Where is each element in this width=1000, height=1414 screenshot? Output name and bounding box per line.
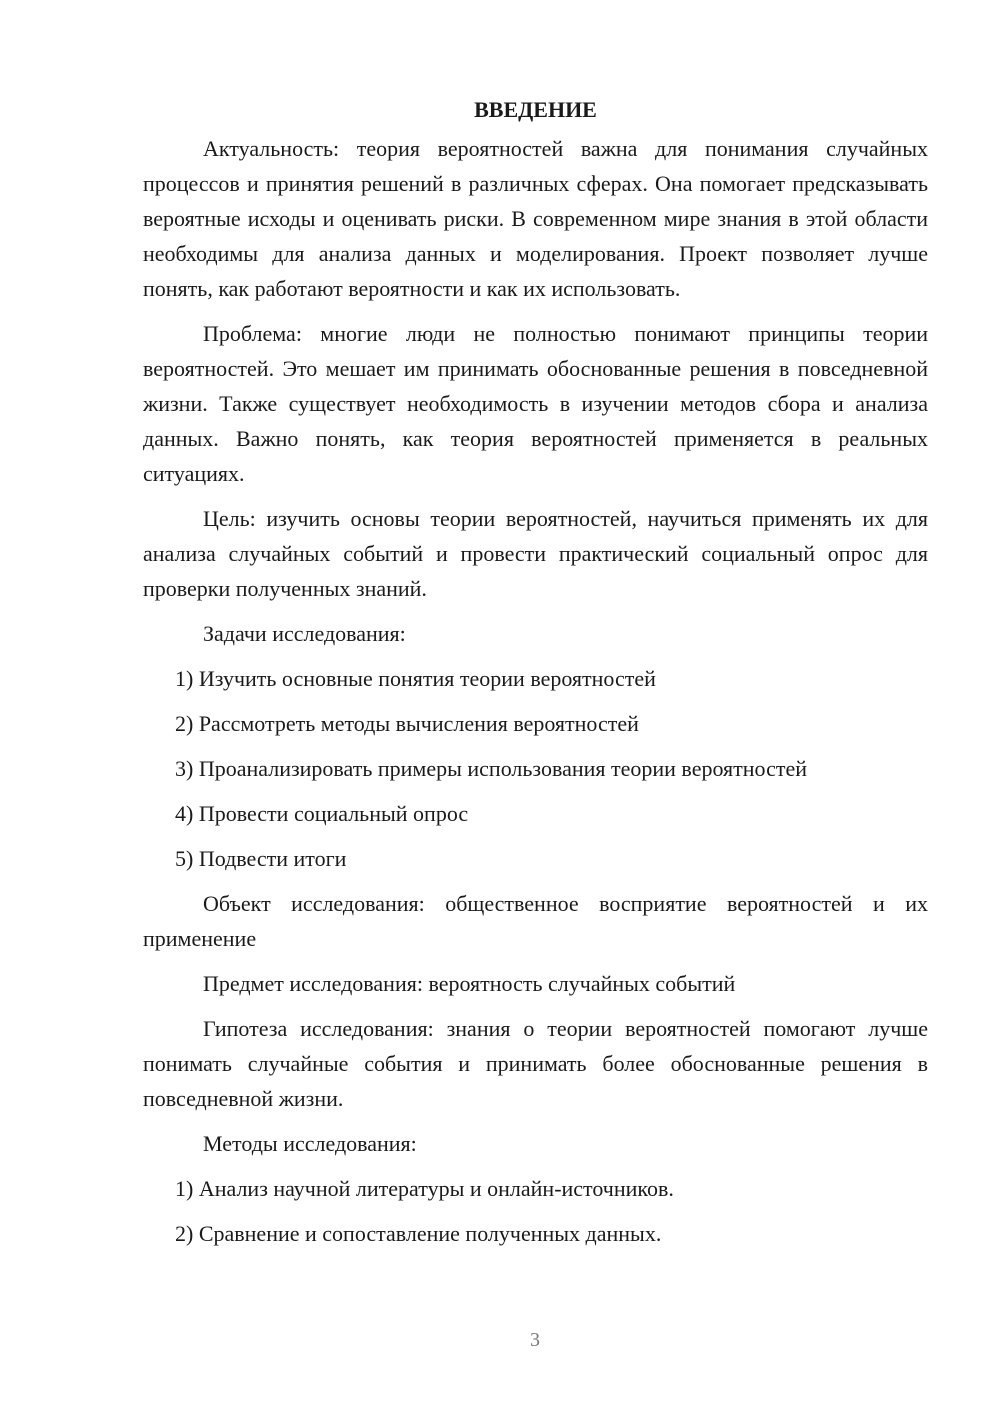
task-item: 4) Провести социальный опрос (175, 801, 469, 826)
relevance-paragraph: Актуальность: теория вероятностей важна для понимания случайных процессов и принятия решений в различных сферах. Она помогает предсказывать вероятные исходы и оценивать риски. В современном мире знания в этой области необходимы для анализа данных и моделирования. Проект позволяет лучше понять, как работают вероятности и как их использовать. (143, 136, 928, 301)
tasks-heading: Задачи исследования: (203, 621, 406, 646)
method-item: 1) Анализ научной литературы и онлайн-источников. (175, 1176, 674, 1201)
problem-paragraph: Проблема: многие люди не полностью понимают принципы теории вероятностей. Это мешает им принимать обоснованные решения в повседневной жизни. Также существует необходимость в изучении методов сбора и анализа данных. Важно понять, как теория вероятностей применяется в реальных ситуациях. (143, 321, 928, 486)
hypothesis-paragraph: Гипотеза исследования: знания о теории вероятностей помогают лучше понимать случайные события и принимать более обоснованные решения в повседневной жизни. (143, 1016, 928, 1111)
methods-heading: Методы исследования: (203, 1131, 417, 1156)
page-title: ВВЕДЕНИЕ (474, 97, 597, 122)
task-item: 2) Рассмотреть методы вычисления вероятностей (175, 711, 639, 736)
task-item: 5) Подвести итоги (175, 846, 347, 871)
goal-paragraph: Цель: изучить основы теории вероятностей, научиться применять их для анализа случайных событий и провести практический социальный опрос для проверки полученных знаний. (143, 506, 928, 601)
task-item: 3) Проанализировать примеры использования теории вероятностей (175, 756, 808, 781)
methods-list (143, 1171, 928, 1251)
task-item: 1) Изучить основные понятия теории вероятностей (175, 666, 656, 691)
tasks-list (143, 661, 928, 876)
method-item: 2) Сравнение и сопоставление полученных данных. (175, 1221, 662, 1246)
page-content (143, 92, 928, 1261)
page-number: 3 (530, 1329, 540, 1351)
object-paragraph: Объект исследования: общественное восприятие вероятностей и их применение (143, 891, 928, 951)
subject-paragraph: Предмет исследования: вероятность случайных событий (203, 971, 736, 996)
